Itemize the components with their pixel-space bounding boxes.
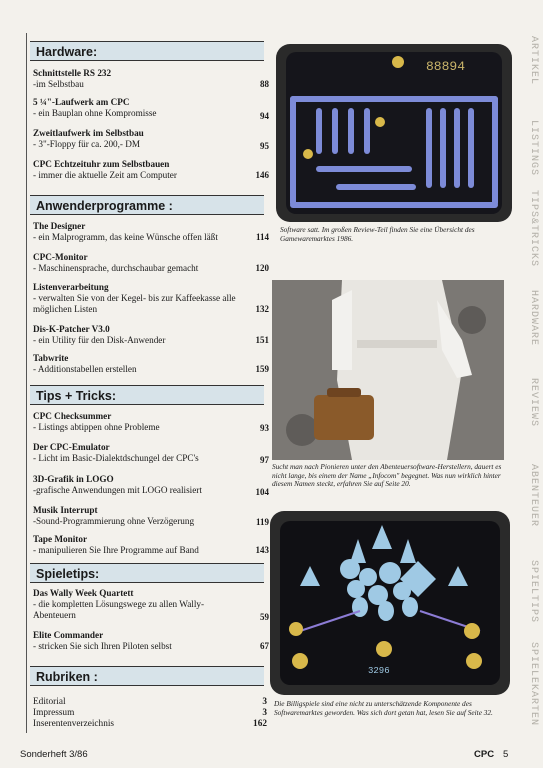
side-label-abenteuer: ABENTEUER [528, 464, 539, 528]
toc-entry[interactable]: Zweitlaufwerk im Selbstbau - 3"-Floppy für ca. 200,- DM 95 [33, 128, 269, 151]
toc-entry[interactable]: Dis-K-Patcher V3.0 - ein Utility für den Disk-Anwender 151 [33, 324, 269, 345]
toc-entry[interactable]: CPC Echtzeituhr zum Selbstbauen - immer die aktuelle Zeit am Computer 146 [33, 159, 269, 180]
toc-entry[interactable]: Tabwrite - Additionstabellen erstellen 159 [33, 353, 269, 374]
footer-brand: CPC [474, 749, 495, 760]
caption-infocom: Sucht man nach Pionieren unter den Abenteuersoftware-Herstellern, dauert es nicht lange, bis einem der Name „Infocom" begegnet. Was nun wirklich hinter diesem Namen steckt, erfahren Sie auf Seite 20. [272, 462, 502, 489]
toc-entry[interactable]: The Designer - ein Malprogramm, das keine Wünsche offen läßt 114 [33, 221, 269, 242]
side-label-hardware: HARDWARE [528, 290, 539, 347]
caption-billigspiele: Die Billigspiele sind eine nicht zu unterschätzende Komponente des Softwaremarktes geworden. Was sich dort getan hat, lesen Sie auf Seite 32. [274, 699, 493, 717]
toc-entry[interactable]: CPC-Monitor - Maschinensprache, durchschaubar gemacht 120 [33, 252, 269, 273]
game-score: 88894 [426, 59, 466, 74]
maze-game-image [276, 44, 512, 222]
game-screenshot-crystals [270, 511, 510, 695]
side-label-listings: LISTINGS [528, 120, 539, 177]
photo-image [272, 280, 504, 460]
toc-entry[interactable]: Schnittstelle RS 232 -im Selbstbau 88 [33, 68, 269, 89]
photo-infocom [272, 280, 504, 460]
side-label-spieltips: SPIELTIPS [528, 560, 539, 624]
table-of-contents [26, 33, 267, 733]
section-heading-hardware: Hardware: [30, 41, 264, 61]
section-heading-tips-tricks: Tips + Tricks: [30, 385, 264, 405]
toc-entry[interactable]: 5 ¼"-Laufwerk am CPC - ein Bauplan ohne Kompromisse 94 [33, 97, 269, 121]
toc-entry[interactable]: 3D-Grafik in LOGO -grafische Anwendungen mit LOGO realisiert 104 [33, 474, 269, 497]
toc-entry[interactable]: Inserentenverzeichnis 162 [33, 719, 267, 729]
footer-page-number: 5 [503, 749, 509, 760]
section-heading-rubriken: Rubriken : [30, 666, 264, 686]
section-heading-spieletips: Spieletips: [30, 563, 264, 583]
toc-entry[interactable]: Musik Interrupt -Sound-Programmierung ohne Verzögerung 119 [33, 505, 269, 527]
side-label-artikel: ARTIKEL [528, 36, 539, 86]
toc-entry[interactable]: Impressum 3 [33, 708, 267, 718]
crystal-game-image [270, 511, 510, 695]
toc-entry[interactable]: Das Wally Week Quartett - die kompletten Lösungswege zu allen Wally-Abenteuern 59 [33, 588, 269, 622]
game-screenshot-maze [276, 44, 512, 222]
side-label-spielekarten: SPIELEKARTEN [528, 642, 539, 727]
toc-entry[interactable]: CPC Checksummer - Listings abtippen ohne Probleme 93 [33, 411, 269, 433]
game-score-2: 3296 [368, 666, 390, 676]
section-heading-anwenderprogramme: Anwenderprogramme : [30, 195, 264, 215]
caption-review: Software satt. Im großen Review-Teil finden Sie eine Übersicht des Gamewaremarktes 1986. [280, 225, 475, 243]
toc-entry[interactable]: Der CPC-Emulator - Licht im Basic-Dialektdschungel der CPC's 97 [33, 442, 269, 465]
toc-entry[interactable]: Tape Monitor - manipulieren Sie Ihre Programme auf Band 143 [33, 534, 269, 555]
footer-issue: Sonderheft 3/86 [20, 749, 88, 760]
toc-entry[interactable]: Elite Commander - stricken Sie sich Ihren Piloten selbst 67 [33, 630, 269, 651]
toc-entry[interactable]: Listenverarbeitung - verwalten Sie von der Kegel- bis zur Kaffeekasse alle möglichen Listen 132 [33, 282, 269, 314]
toc-entry[interactable]: Editorial 3 [33, 697, 267, 707]
side-label-reviews: REVIEWS [528, 378, 539, 428]
side-label-tips-tricks: TIPS&TRICKS [528, 190, 539, 268]
